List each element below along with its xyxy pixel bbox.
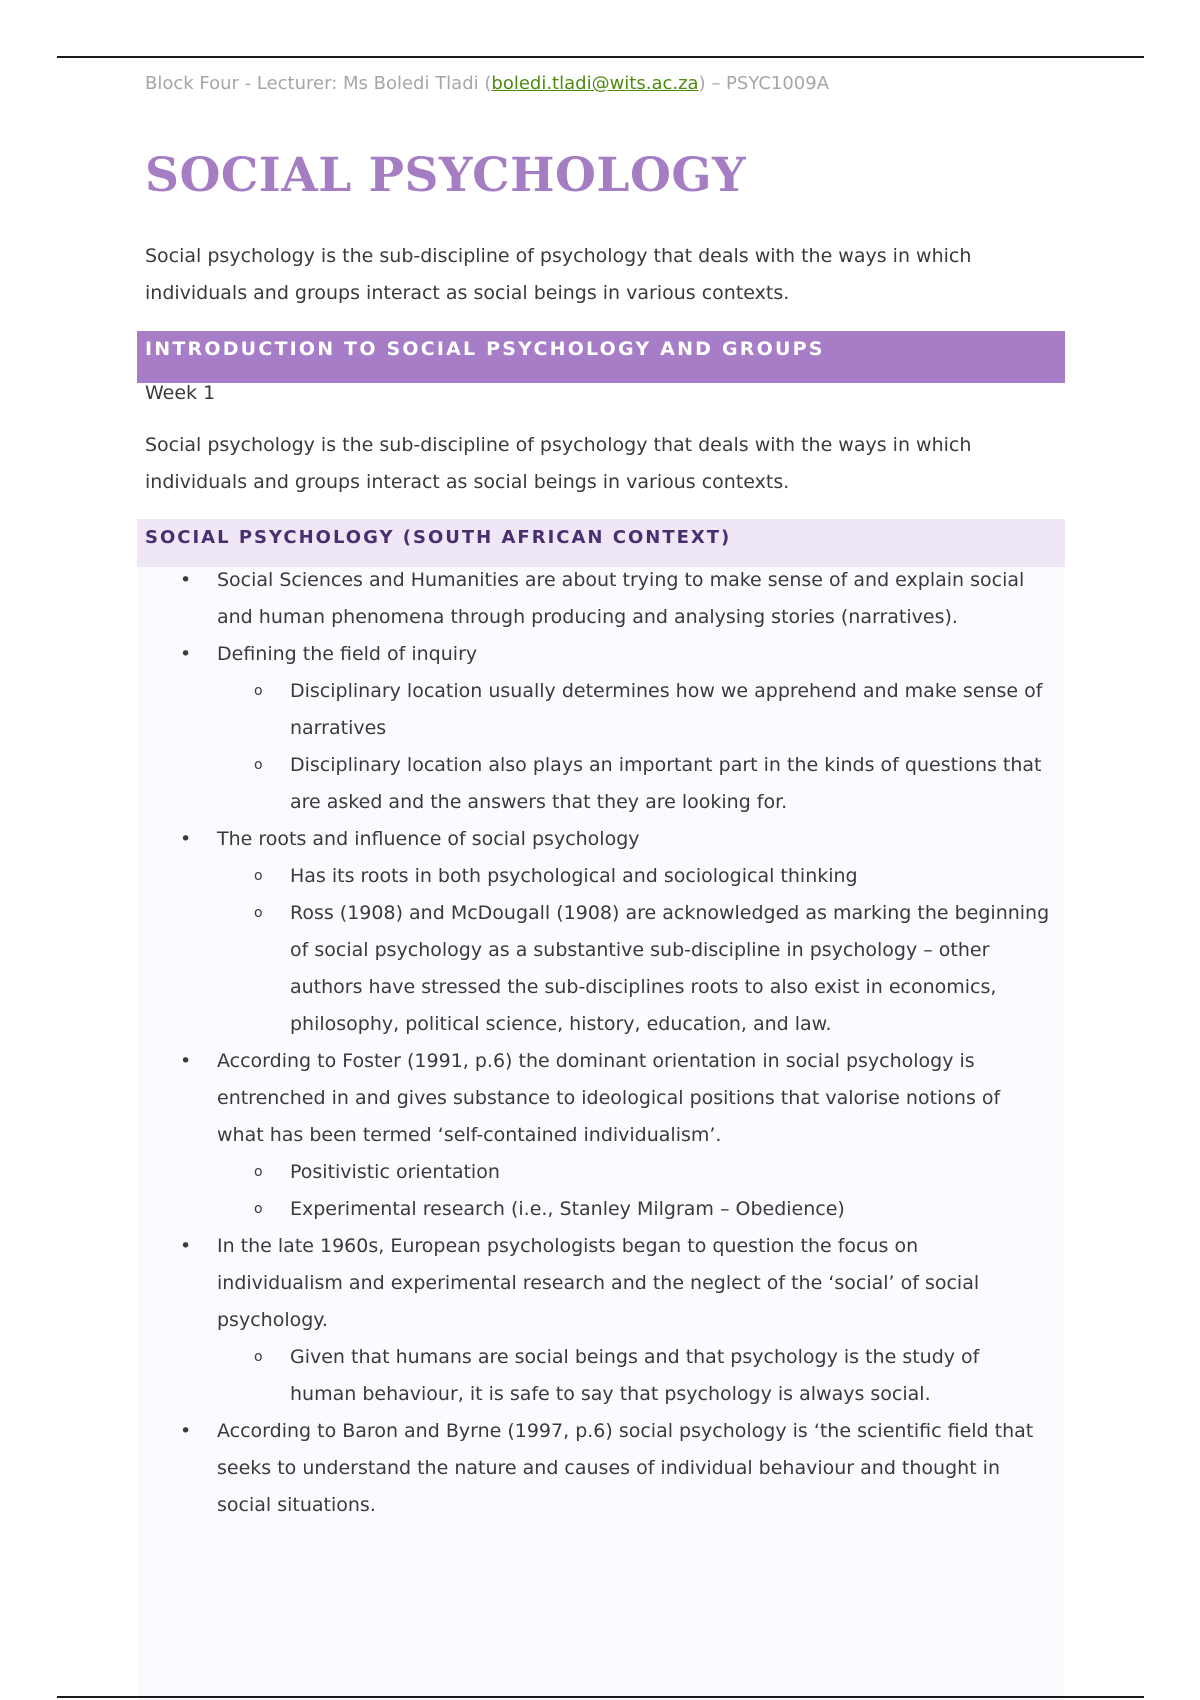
sub-list-item (0, 1339, 1050, 1413)
bullet-icon: • (180, 828, 192, 850)
bullet-icon: • (180, 569, 192, 591)
list-item-text: Social Sciences and Humanities are about trying to make sense of and explain social and human phenomena through producing and analysing stories (narratives). (217, 569, 1025, 628)
list-item-text: The roots and influence of social psychology (217, 828, 640, 850)
sub-bullet-icon: o (254, 1164, 263, 1180)
bullet-icon: • (180, 1235, 192, 1257)
list-item (0, 1413, 1049, 1524)
sub-bullet-icon: o (254, 905, 263, 921)
lecturer-email-link[interactable]: boledi.tladi@wits.ac.za (491, 73, 699, 94)
section-paragraph: Social psychology is the sub-discipline of psychology that deals with the ways in which individuals and groups interact as social beings in various contexts. (145, 434, 972, 493)
sub-list-item (0, 747, 1050, 821)
sub-list-item (0, 1191, 1050, 1228)
sub-bullet-icon: o (254, 868, 263, 884)
sub-list-item (0, 895, 1050, 1043)
bottom-rule (57, 1696, 1144, 1698)
bullet-icon: • (180, 643, 192, 665)
page-header (145, 73, 829, 94)
list-item (0, 821, 1049, 858)
list-item (0, 636, 1049, 673)
list-item-text: Defining the field of inquiry (217, 643, 478, 665)
sub-list-item-text: Disciplinary location also plays an important part in the kinds of questions that are asked and the answers that they are looking for. (290, 754, 1042, 813)
sub-list-item-text: Given that humans are social beings and that psychology is the study of human behaviour, it is safe to say that psychology is always social. (290, 1346, 980, 1405)
list-item (0, 562, 1049, 636)
sub-list-item (0, 1154, 1050, 1191)
page-title: SOCIAL PSYCHOLOGY (145, 148, 747, 203)
list-item-text: According to Baron and Byrne (1997, p.6) social psychology is ‘the scientific field that seeks to understand the nature and causes of individual behaviour and thought in social situations. (217, 1420, 1034, 1516)
sub-bullet-icon: o (254, 757, 263, 773)
sub-list-item (0, 858, 1050, 895)
sub-list-item (0, 673, 1050, 747)
week-label: Week 1 (145, 382, 216, 404)
intro-paragraph: Social psychology is the sub-discipline of psychology that deals with the ways in which individuals and groups interact as social beings in various contexts. (145, 245, 972, 304)
header-suffix: ) – PSYC1009A (698, 73, 830, 94)
sub-list-item-text: Disciplinary location usually determines how we apprehend and make sense of narratives (290, 680, 1043, 739)
sub-list-item-text: Ross (1908) and McDougall (1908) are acknowledged as marking the beginning of social psychology as a substantive sub-discipline in psychology – other authors have stressed the sub-disciplines roots to also exist in economics, philosophy, political science, history, education, and law. (290, 902, 1050, 1035)
list-item (0, 1228, 1049, 1339)
sub-list-item-text: Experimental research (i.e., Stanley Milgram – Obedience) (290, 1198, 845, 1220)
top-rule (57, 56, 1144, 58)
bullet-icon: • (180, 1420, 192, 1442)
subsection-heading: SOCIAL PSYCHOLOGY (SOUTH AFRICAN CONTEXT) (137, 519, 1065, 567)
section-heading: INTRODUCTION TO SOCIAL PSYCHOLOGY AND GROUPS (137, 331, 1065, 383)
sub-list-item-text: Has its roots in both psychological and sociological thinking (290, 865, 858, 887)
sub-bullet-icon: o (254, 1201, 263, 1217)
bullet-icon: • (180, 1050, 192, 1072)
header-prefix: Block Four - Lecturer: Ms Boledi Tladi ( (145, 73, 492, 94)
list-item-text: In the late 1960s, European psychologists began to question the focus on individualism and experimental research and the neglect of the ‘social’ of social psychology. (217, 1235, 980, 1331)
list-item-text: According to Foster (1991, p.6) the dominant orientation in social psychology is entrenched in and gives substance to ideological positions that valorise notions of what has been termed ‘self-contained individualism’. (217, 1050, 1001, 1146)
bullet-list (0, 562, 1200, 1524)
sub-bullet-icon: o (254, 1349, 263, 1365)
sub-list-item-text: Positivistic orientation (290, 1161, 500, 1183)
list-item (0, 1043, 1049, 1154)
sub-bullet-icon: o (254, 683, 263, 699)
